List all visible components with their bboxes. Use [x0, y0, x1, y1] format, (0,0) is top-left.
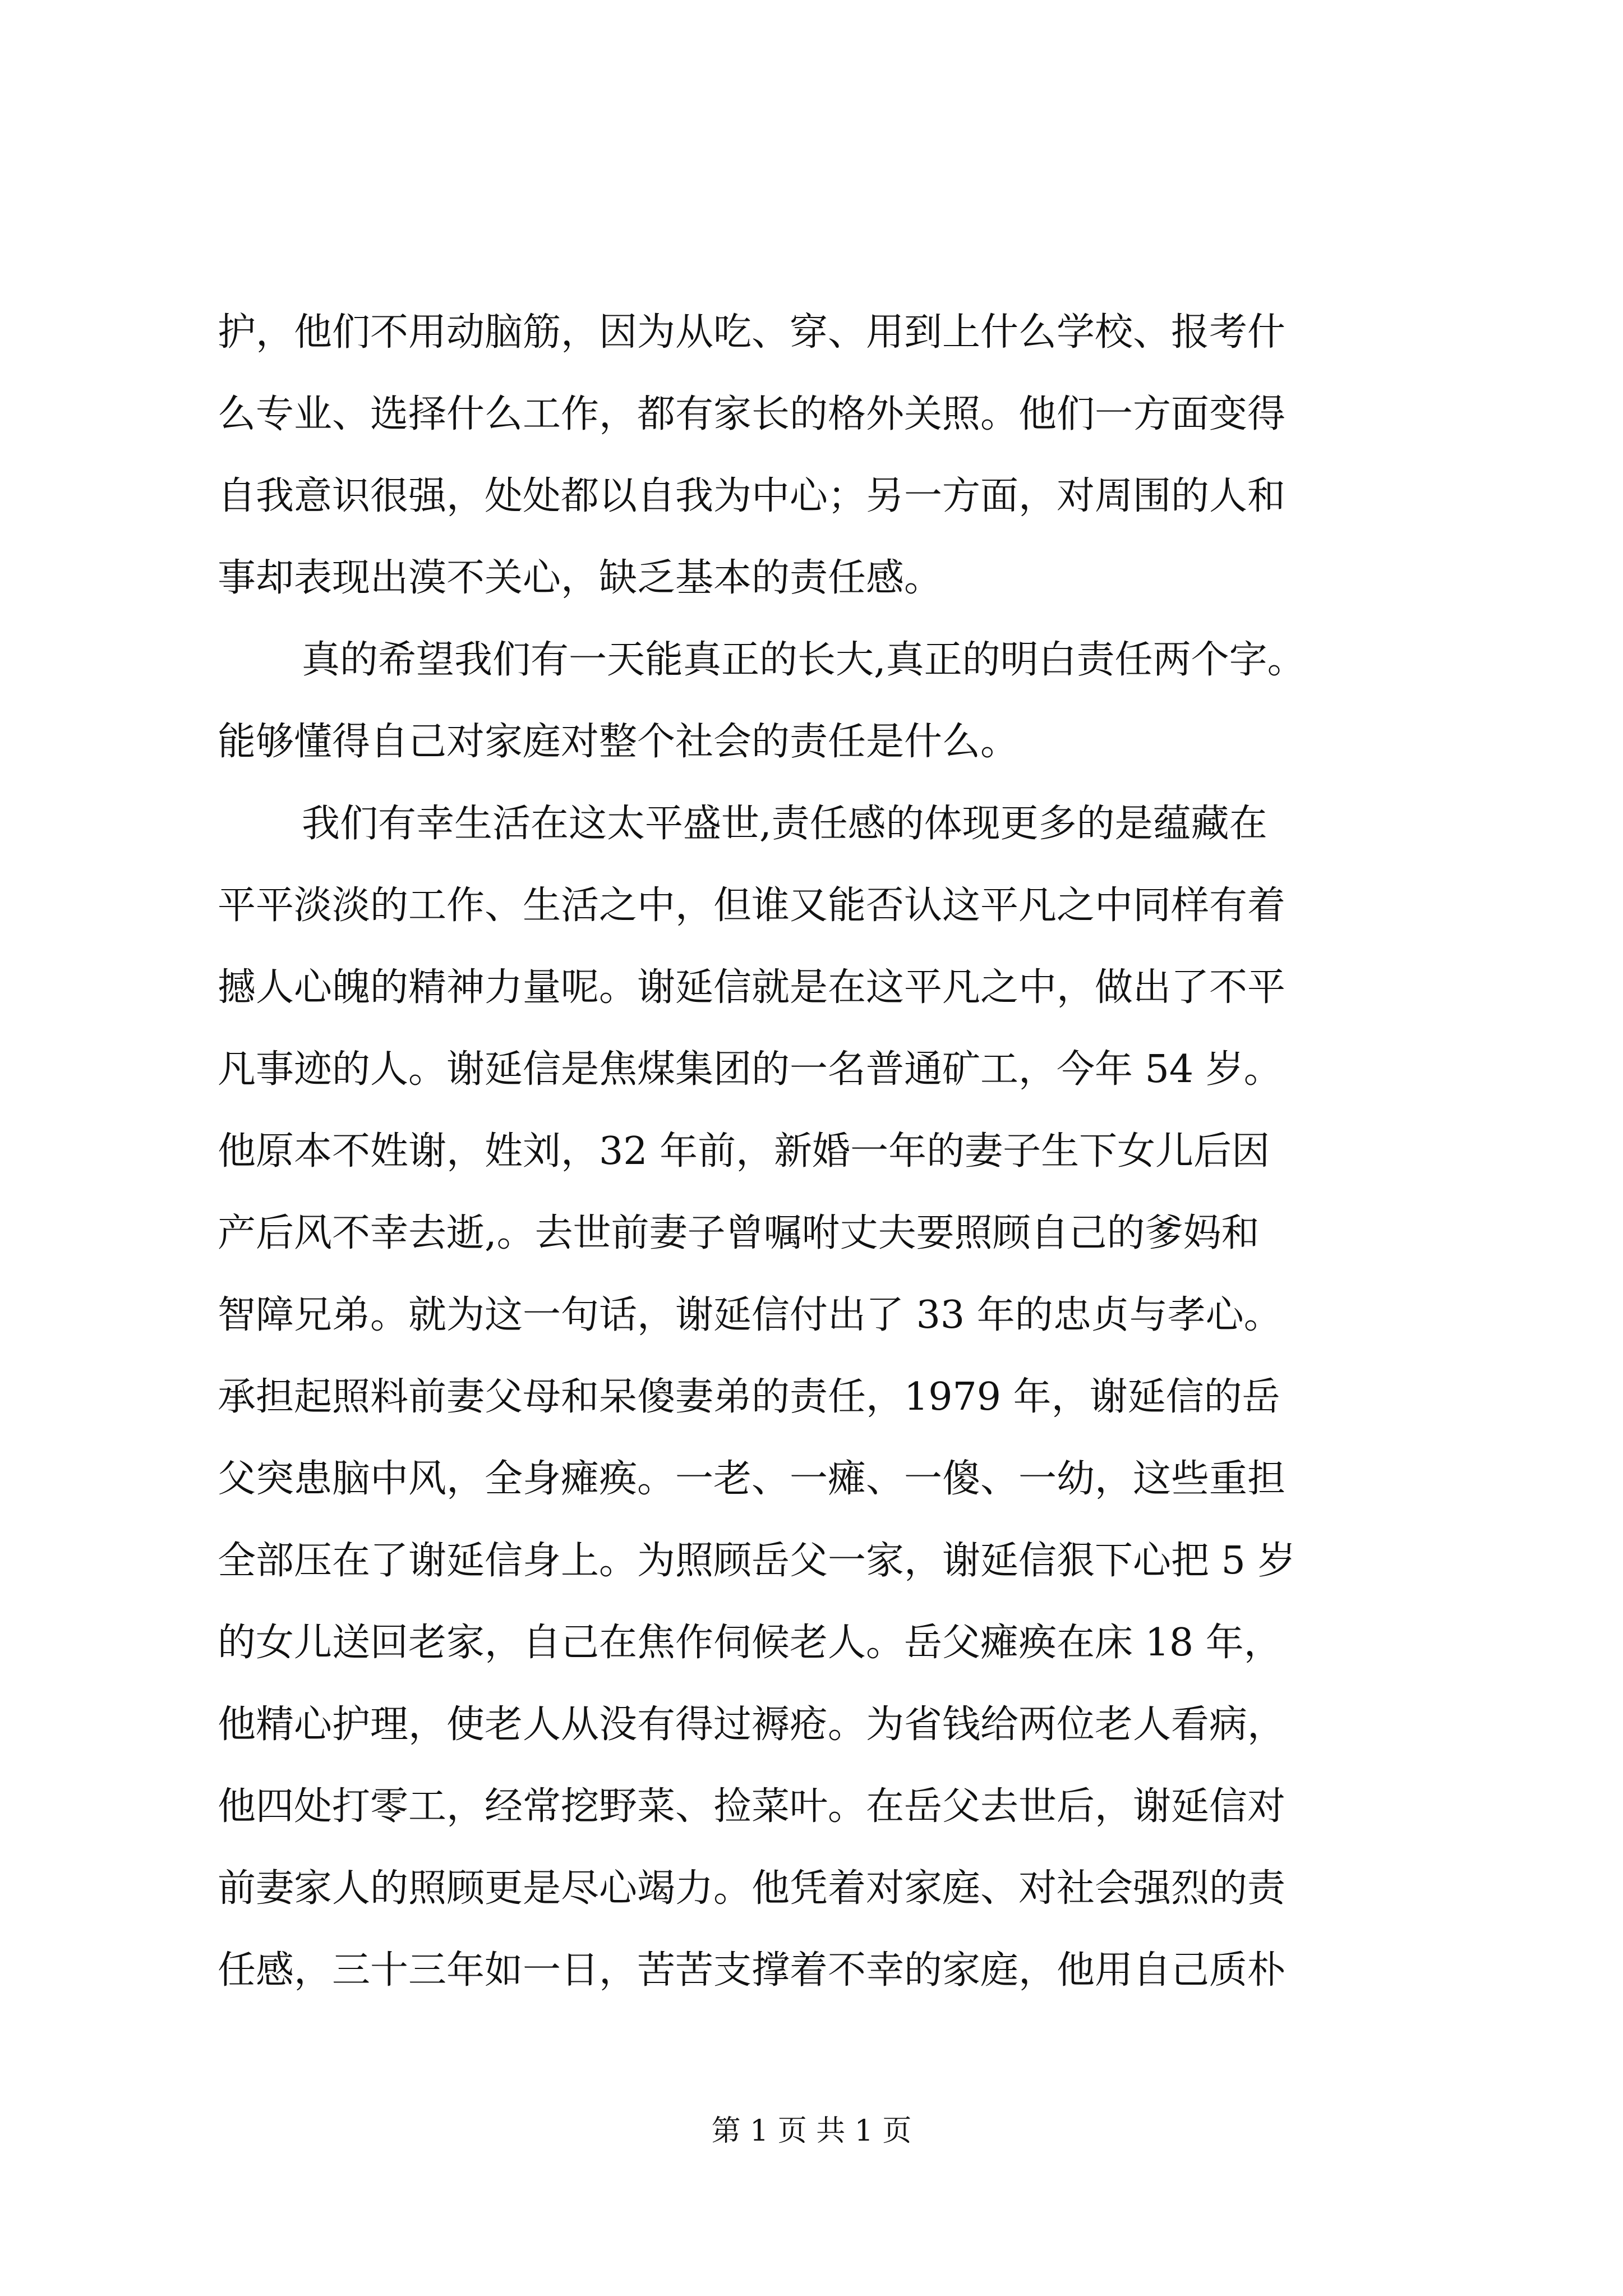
text-line: 承担起照料前妻父母和呆傻妻弟的责任，1979 年，谢延信的岳	[218, 1375, 1280, 1419]
text-line: 平平淡淡的工作、生活之中，但谁又能否认这平凡之中同样有着	[218, 884, 1286, 928]
text-line: 能够懂得自己对家庭对整个社会的责任是什么。	[218, 720, 1019, 764]
text-line: 撼人心魄的精神力量呢。谢延信就是在这平凡之中，做出了不平	[218, 965, 1286, 1010]
text-line: 父突患脑中风，全身瘫痪。一老、一瘫、一傻、一幼，这些重担	[218, 1457, 1286, 1501]
text-line: 产后风不幸去逝,。去世前妻子曾嘱咐丈夫要照顾自己的爹妈和	[218, 1211, 1260, 1255]
paragraph-1	[218, 292, 1423, 619]
text-line: 自我意识很强，处处都以自我为中心；另一方面，对周围的人和	[218, 474, 1286, 518]
text-line: 前妻家人的照顾更是尽心竭力。他凭着对家庭、对社会强烈的责	[218, 1866, 1286, 1911]
text-line: 我们有幸生活在这太平盛世,责任感的体现更多的是蕴藏在	[302, 802, 1267, 846]
text-line: 全部压在了谢延信身上。为照顾岳父一家，谢延信狠下心把 5 岁	[218, 1539, 1296, 1583]
text-line: 护，他们不用动脑筋，因为从吃、穿、用到上什么学校、报考什	[218, 310, 1286, 355]
paragraph-2	[218, 619, 1423, 783]
text-line: 事却表现出漠不关心，缺乏基本的责任感。	[218, 556, 943, 600]
text-line: 真的希望我们有一天能真正的长大,真正的明白责任两个字。	[302, 638, 1306, 682]
page-footer: 第 1 页 共 1 页	[711, 2114, 912, 2148]
text-line: 么专业、选择什么工作，都有家长的格外关照。他们一方面变得	[218, 392, 1286, 436]
text-line: 他精心护理，使老人从没有得过褥疮。为省钱给两位老人看病，	[218, 1703, 1286, 1747]
text-line: 的女儿送回老家，自己在焦作伺候老人。岳父瘫痪在床 18 年，	[218, 1621, 1282, 1665]
text-line: 任感，三十三年如一日，苦苦支撑着不幸的家庭，他用自己质朴	[218, 1948, 1286, 1993]
document-body	[218, 292, 1423, 2012]
text-line: 他原本不姓谢，姓刘，32 年前，新婚一年的妻子生下女儿后因	[218, 1129, 1270, 1174]
paragraph-3	[218, 783, 1423, 2012]
text-line: 他四处打零工，经常挖野菜、捡菜叶。在岳父去世后，谢延信对	[218, 1784, 1286, 1829]
text-line: 智障兄弟。就为这一句话，谢延信付出了 33 年的忠贞与孝心。	[218, 1293, 1282, 1337]
text-line: 凡事迹的人。谢延信是焦煤集团的一名普通矿工，今年 54 岁。	[218, 1047, 1282, 1092]
